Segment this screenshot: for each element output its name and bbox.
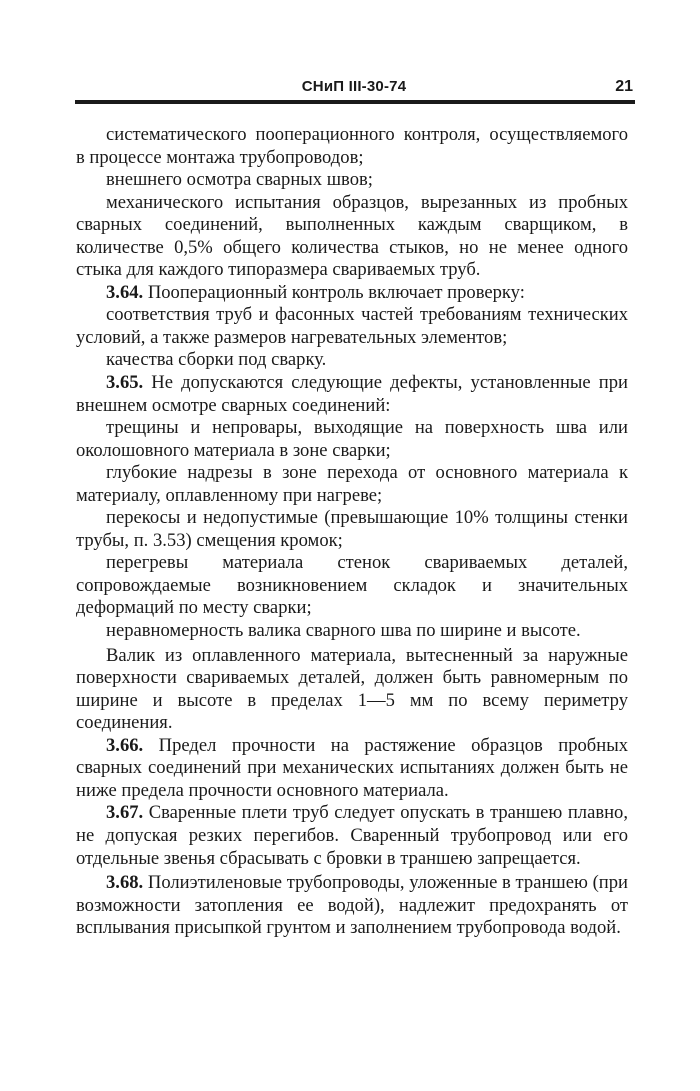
paragraph: систематического пооперационного контроля, осуществляемого в процессе монтажа трубопроводов;: [76, 124, 628, 168]
paragraph: Валик из оплавленного материала, вытесненный за наружные поверхности свариваемых деталей, должен быть равномерным по ширине и высоте в пределах 1—5 мм по всему периметру соединения.: [76, 644, 628, 734]
section-number: 3.68.: [106, 872, 144, 894]
paragraph: неравномерность валика сварного шва по ширине и высоте.: [106, 620, 581, 642]
page-header: [75, 78, 633, 102]
paragraph: механического испытания образцов, вырезанных из пробных сварных соединений, выполненных каждым сварщиком, в количестве 0,5% общего количества стыков, но не менее одного стыка для каждого типоразмера свариваемых труб.: [76, 191, 628, 281]
paragraph: трещины и непровары, выходящие на поверхность шва или околошовного материала в зоне сварки;: [76, 417, 628, 461]
paragraph: соответствия труб и фасонных частей требованиям технических условий, а также размеров нагревательных элементов;: [76, 304, 628, 348]
page-number: 21: [615, 78, 633, 95]
section-number: 3.64.: [106, 281, 144, 303]
paragraph: перегревы материала стенок свариваемых деталей, сопровождаемые возникновением складок и значительных деформаций по месту сварки;: [76, 552, 628, 619]
section-number: 3.65.: [106, 372, 144, 394]
section-number: 3.66.: [106, 734, 144, 756]
document-code: СНиП III-30-74: [301, 78, 407, 95]
header-rule: [75, 100, 635, 104]
section-3-64: 3.64. Пооперационный контроль включает проверку:: [106, 281, 525, 303]
paragraph: глубокие надрезы в зоне перехода от основного материала к материалу, оплавленному при нагреве;: [76, 462, 628, 506]
section-3-65: 3.65. Не допускаются следующие дефекты, установленные при внешнем осмотре сварных соединений:: [76, 372, 628, 416]
section-3-68: 3.68. Полиэтиленовые трубопроводы, уложенные в траншею (при возможности затопления ее водой), надлежит предохранять от всплывания присыпкой грунтом и заполнением трубопровода водой.: [76, 872, 628, 939]
paragraph: качества сборки под сварку.: [106, 349, 327, 371]
section-3-66: 3.66. Предел прочности на растяжение образцов пробных сварных соединений при механических испытаниях должен быть не ниже предела прочности основного материала.: [76, 734, 628, 801]
paragraph: внешнего осмотра сварных швов;: [106, 169, 373, 191]
section-3-67: 3.67. Сваренные плети труб следует опускать в траншею плавно, не допуская резких перегибов. Сваренный трубопровод или его отдельные звенья сбрасывать с бровки в траншею запрещается.: [76, 802, 628, 869]
paragraph: перекосы и недопустимые (превышающие 10% толщины стенки трубы, п. 3.53) смещения кромок;: [76, 507, 628, 551]
section-number: 3.67.: [106, 802, 144, 824]
document-body: [76, 124, 628, 940]
